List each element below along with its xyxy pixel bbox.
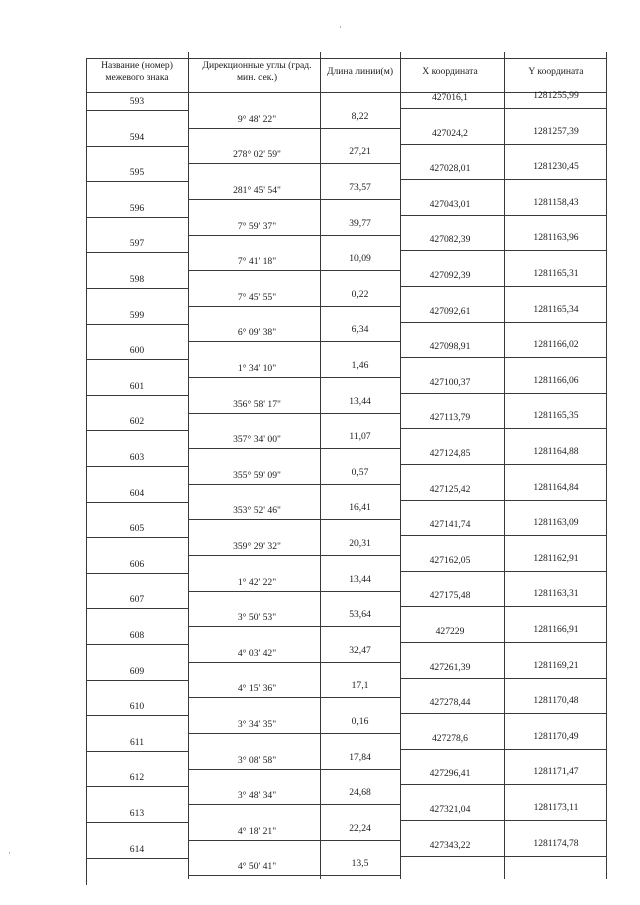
point-x: 427098,91 <box>429 341 471 353</box>
row-rule <box>86 573 188 574</box>
row-rule <box>86 430 188 431</box>
scan-speck: · <box>339 22 342 32</box>
segment-angle: 355° 59' 09" <box>233 469 281 481</box>
row-rule <box>188 341 400 342</box>
row-rule <box>188 484 400 485</box>
segment-angle: 281° 45' 54" <box>233 185 281 196</box>
row-rule <box>86 217 188 218</box>
point-y: 1281163,31 <box>533 588 579 600</box>
segment-length: 73,57 <box>349 182 371 193</box>
row-rule <box>86 252 188 253</box>
point-x: 427016,1 <box>432 92 468 103</box>
segment-angle: 357° 34' 00" <box>233 434 281 446</box>
point-mark: 612 <box>129 772 145 784</box>
point-mark: 603 <box>129 452 145 463</box>
point-x: 427229 <box>435 626 465 637</box>
point-x: 427278,44 <box>429 697 471 709</box>
point-mark: 602 <box>129 416 145 428</box>
row-rule <box>400 856 606 857</box>
row-rule <box>86 537 188 538</box>
row-rule <box>86 680 188 681</box>
point-y: 1281255,99 <box>533 90 579 101</box>
segment-length: 24,68 <box>349 787 371 799</box>
row-rule <box>188 377 400 378</box>
segment-angle: 9° 48' 22" <box>237 113 277 125</box>
row-rule <box>86 644 188 645</box>
point-mark: 605 <box>129 523 145 535</box>
point-y: 1281164,88 <box>533 446 579 457</box>
point-mark: 606 <box>129 558 145 570</box>
segment-angle: 1° 34' 10" <box>237 363 277 374</box>
segment-angle: 3° 48' 34" <box>237 790 277 802</box>
row-rule <box>400 784 606 785</box>
segment-length: 39,77 <box>349 217 371 229</box>
point-x: 427296,41 <box>429 768 471 780</box>
point-x: 427082,39 <box>429 234 471 246</box>
point-y: 1281162,91 <box>533 552 579 564</box>
row-rule <box>400 535 606 536</box>
row-rule <box>86 395 188 396</box>
segment-length: 8,22 <box>351 110 369 122</box>
row-rule <box>86 502 188 503</box>
point-mark: 601 <box>129 380 145 392</box>
header-y: Y координата <box>528 66 584 77</box>
point-x: 427100,37 <box>429 376 471 388</box>
segment-length: 13,44 <box>349 573 371 585</box>
row-rule <box>86 324 188 325</box>
point-mark: 600 <box>129 345 145 357</box>
row-rule <box>188 163 400 164</box>
point-y: 1281163,96 <box>533 232 579 244</box>
point-y: 1281158,43 <box>533 196 579 208</box>
row-rule <box>86 715 188 716</box>
point-mark: 613 <box>129 808 145 819</box>
point-y: 1281166,02 <box>533 339 579 351</box>
segment-angle: 7° 59' 37" <box>237 220 277 232</box>
point-mark: 610 <box>129 701 145 713</box>
point-y: 1281165,31 <box>533 268 579 279</box>
point-mark: 593 <box>129 96 145 107</box>
row-rule <box>400 250 606 251</box>
point-mark: 609 <box>129 665 145 677</box>
point-mark: 599 <box>129 309 145 321</box>
point-y: 1281169,21 <box>533 659 579 671</box>
point-x: 427028,01 <box>429 163 471 175</box>
point-mark: 594 <box>129 131 145 143</box>
row-rule <box>188 733 400 734</box>
segment-length: 10,09 <box>349 253 371 265</box>
row-rule <box>188 769 400 770</box>
point-y: 1281170,48 <box>533 695 579 707</box>
row-rule <box>400 749 606 750</box>
row-rule <box>188 591 400 592</box>
row-rule <box>400 642 606 643</box>
row-rule <box>400 500 606 501</box>
row-rule <box>400 606 606 607</box>
row-rule <box>188 519 400 520</box>
segment-angle: 3° 08' 58" <box>237 754 277 766</box>
row-rule <box>400 820 606 821</box>
table-vertical-rule <box>504 52 505 879</box>
row-rule <box>400 357 606 358</box>
point-mark: 597 <box>129 238 145 250</box>
point-y: 1281165,34 <box>533 303 579 315</box>
segment-length: 13,5 <box>351 858 369 870</box>
segment-length: 16,41 <box>349 502 371 514</box>
segment-length: 17,84 <box>349 751 371 763</box>
point-x: 427175,48 <box>429 590 471 602</box>
row-rule <box>188 555 400 556</box>
row-rule <box>86 466 188 467</box>
row-rule <box>400 144 606 145</box>
row-rule <box>86 181 188 182</box>
row-rule <box>400 322 606 323</box>
segment-length: 27,21 <box>349 146 371 158</box>
point-y: 1281170,49 <box>533 730 579 742</box>
row-rule <box>86 288 188 289</box>
segment-length: 13,44 <box>349 395 371 407</box>
segment-length: 1,46 <box>351 360 369 371</box>
scan-speck: · <box>8 848 11 858</box>
segment-angle: 278° 02' 59" <box>233 149 281 161</box>
row-rule <box>400 108 606 109</box>
segment-length: 32,47 <box>349 644 371 656</box>
row-rule <box>188 875 400 876</box>
segment-length: 11,07 <box>349 431 371 443</box>
point-mark: 596 <box>129 202 145 214</box>
row-rule <box>86 786 188 787</box>
row-rule <box>400 286 606 287</box>
row-rule <box>188 413 400 414</box>
row-rule <box>86 608 188 609</box>
table-vertical-rule <box>606 52 607 879</box>
point-mark: 611 <box>129 736 145 748</box>
segment-angle: 3° 34' 35" <box>237 719 277 730</box>
point-x: 427024,2 <box>432 127 468 139</box>
point-y: 1281230,45 <box>533 161 579 173</box>
row-rule <box>400 464 606 465</box>
segment-angle: 356° 58' 17" <box>233 398 281 410</box>
point-x: 427043,01 <box>429 198 471 210</box>
point-x: 427124,85 <box>429 448 471 459</box>
table-header-rule <box>86 58 606 59</box>
segment-length: 17,1 <box>351 680 369 692</box>
segment-angle: 6° 09' 38" <box>237 327 277 339</box>
point-y: 1281171,47 <box>533 766 579 778</box>
row-rule <box>188 128 400 129</box>
header-angle: Дирекционные углы (град. мин. сек.) <box>202 60 312 83</box>
row-rule <box>188 804 400 805</box>
point-x: 427278,6 <box>432 732 468 744</box>
row-rule <box>86 359 188 360</box>
row-rule <box>188 306 400 307</box>
point-x: 427343,22 <box>429 839 471 851</box>
segment-length: 22,24 <box>349 822 371 834</box>
header-x: X координата <box>422 66 478 77</box>
row-rule <box>86 110 188 111</box>
table-header <box>86 50 606 94</box>
row-rule <box>188 270 400 271</box>
row-rule <box>400 179 606 180</box>
row-rule <box>188 626 400 627</box>
row-rule <box>188 235 400 236</box>
point-x: 427141,74 <box>429 519 471 531</box>
point-y: 1281164,84 <box>533 481 579 493</box>
segment-length: 0,16 <box>351 716 369 727</box>
point-x: 427113,79 <box>429 412 471 424</box>
row-rule <box>400 571 606 572</box>
row-rule <box>188 199 400 200</box>
point-y: 1281166,06 <box>533 374 579 386</box>
segment-angle: 359° 29' 32" <box>233 541 281 552</box>
segment-length: 53,64 <box>349 609 371 621</box>
point-x: 427092,61 <box>429 305 471 317</box>
point-x: 427321,04 <box>429 804 471 815</box>
segment-angle: 4° 50' 41" <box>237 861 277 873</box>
row-rule <box>400 713 606 714</box>
segment-angle: 4° 03' 42" <box>237 647 277 659</box>
row-rule <box>400 393 606 394</box>
table-vertical-rule <box>188 52 189 879</box>
point-x: 427261,39 <box>429 661 471 673</box>
row-rule <box>86 146 188 147</box>
header-mark: Название (номер) межевого знака <box>101 60 173 83</box>
point-x: 427125,42 <box>429 483 471 495</box>
point-x: 427162,05 <box>429 554 471 566</box>
segment-angle: 7° 41' 18" <box>237 256 277 268</box>
segment-angle: 3° 50' 53" <box>237 612 277 624</box>
point-mark: 604 <box>129 487 145 499</box>
row-rule <box>400 678 606 679</box>
row-rule <box>86 822 188 823</box>
row-rule <box>400 215 606 216</box>
point-y: 1281165,35 <box>533 410 579 422</box>
segment-length: 0,57 <box>351 466 369 478</box>
segment-angle: 1° 42' 22" <box>237 576 277 588</box>
row-rule <box>188 840 400 841</box>
row-rule <box>86 858 188 859</box>
point-y: 1281163,09 <box>533 517 579 529</box>
point-y: 1281173,11 <box>533 802 579 813</box>
point-mark: 608 <box>129 630 145 641</box>
table-vertical-rule <box>400 52 401 879</box>
point-y: 1281257,39 <box>533 125 579 137</box>
point-mark: 614 <box>129 843 145 855</box>
segment-angle: 353° 52' 46" <box>233 505 281 517</box>
row-rule <box>188 697 400 698</box>
segment-length: 20,31 <box>349 538 371 549</box>
segment-length: 6,34 <box>351 324 369 336</box>
segment-angle: 4° 15' 36" <box>237 683 277 695</box>
row-rule <box>188 662 400 663</box>
point-x: 427092,39 <box>429 270 471 281</box>
row-rule <box>86 751 188 752</box>
point-mark: 607 <box>129 594 145 606</box>
point-mark: 595 <box>129 167 145 179</box>
row-rule <box>188 448 400 449</box>
point-mark: 598 <box>129 274 145 285</box>
point-y: 1281166,91 <box>533 624 579 635</box>
row-rule <box>400 428 606 429</box>
segment-angle: 4° 18' 21" <box>237 825 277 837</box>
segment-length: 0,22 <box>351 288 369 300</box>
segment-angle: 7° 45' 55" <box>237 291 277 303</box>
header-length: Длина линии(м) <box>326 66 394 77</box>
point-y: 1281174,78 <box>533 837 579 849</box>
